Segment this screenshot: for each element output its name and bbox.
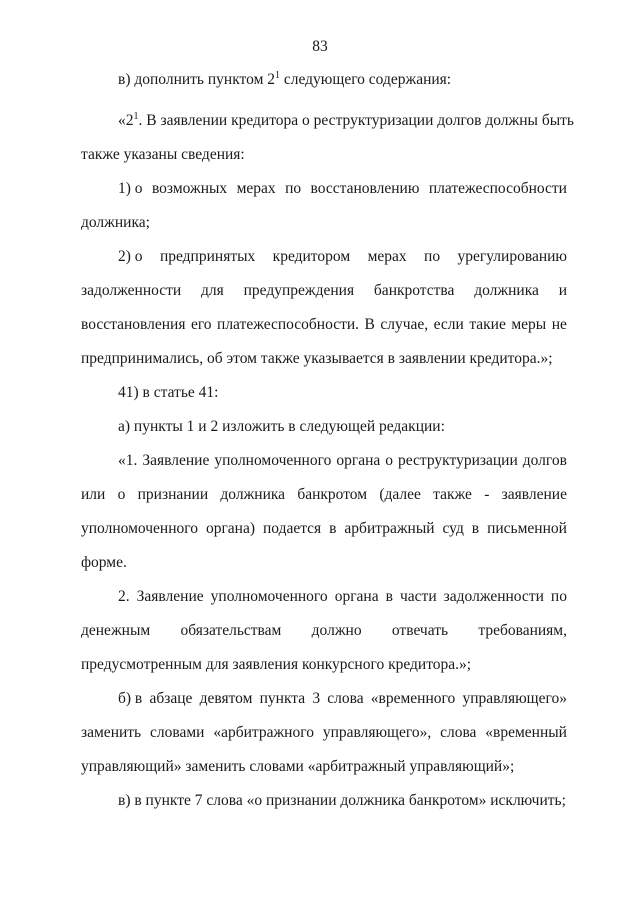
word: девятом xyxy=(199,690,253,707)
word: Заявление xyxy=(142,452,210,469)
word: задолженности xyxy=(443,588,544,605)
text-line: в) в пункте 7 слова «о признании должника банкротом» исключить; xyxy=(118,792,566,809)
text-line: а) пункты 1 и 2 изложить в следующей редакции: xyxy=(118,418,445,435)
justified-line xyxy=(81,444,567,478)
word: банкротства xyxy=(373,282,455,299)
word: возможных xyxy=(151,180,228,197)
word: не xyxy=(551,316,567,333)
word: банкротом xyxy=(297,486,368,503)
text-line xyxy=(81,63,567,97)
word: реструктуризации xyxy=(398,452,518,469)
word: письменной xyxy=(487,520,567,537)
word: управляющего» xyxy=(462,690,567,707)
word: предпринятых xyxy=(159,248,256,265)
word: такие xyxy=(469,316,506,333)
justified-line xyxy=(81,682,567,716)
text-span: следующего содержания: xyxy=(280,71,452,88)
justified-line xyxy=(81,308,567,342)
word: 2. xyxy=(118,588,130,605)
text-line: предпринимались, об этом также указывается в заявлении кредитора.»; xyxy=(81,350,553,367)
paragraph-point-41 xyxy=(81,376,567,410)
word: мерах xyxy=(236,180,276,197)
word: абзаце xyxy=(149,690,193,707)
word: «временного xyxy=(370,690,456,707)
superscript: 1 xyxy=(275,70,280,81)
word: «временный xyxy=(485,724,567,741)
paragraph-amendment-a xyxy=(81,410,567,444)
word: по xyxy=(424,248,441,265)
word: б) в xyxy=(118,690,143,707)
word: суд xyxy=(442,520,464,537)
word: управляющего», xyxy=(322,724,432,741)
justified-line xyxy=(81,614,567,648)
word: органа) xyxy=(205,520,256,537)
word: меры xyxy=(511,316,547,333)
justified-line xyxy=(81,580,567,614)
page-number: 83 xyxy=(312,38,328,55)
paragraph-new-point-2 xyxy=(81,580,567,682)
word: денежным xyxy=(81,622,151,639)
word: Заявление xyxy=(136,588,204,605)
word: платежеспособности xyxy=(428,180,567,197)
text-line: предусмотренным для заявления конкурсного кредитора.»; xyxy=(81,656,472,673)
word: по xyxy=(550,588,567,605)
word: также xyxy=(433,486,472,503)
word: мерах xyxy=(367,248,407,265)
word: о xyxy=(117,486,126,503)
word: его xyxy=(190,316,212,333)
text-span: «2 xyxy=(118,112,134,129)
word: уполномоченного xyxy=(81,520,198,537)
word: должника xyxy=(220,486,286,503)
word: отвечать xyxy=(391,622,449,639)
justified-line xyxy=(81,512,567,546)
superscript: 1 xyxy=(133,111,139,122)
word: долгов xyxy=(522,452,567,469)
word: уполномоченного xyxy=(210,588,328,605)
word: уполномоченного xyxy=(214,452,332,469)
paragraph-amendment-b xyxy=(81,682,567,784)
word: кредитором xyxy=(272,248,351,265)
word: по xyxy=(285,180,302,197)
paragraph-amendment-v xyxy=(81,63,567,97)
word: «арбитражного xyxy=(213,724,314,741)
word: словами xyxy=(149,724,205,741)
word: признании xyxy=(137,486,209,503)
word: подается xyxy=(262,520,322,537)
word: заменить xyxy=(81,724,142,741)
word: или xyxy=(81,486,106,503)
justified-line xyxy=(81,172,567,206)
word: обязательствам xyxy=(180,622,282,639)
text-line: должника; xyxy=(81,214,150,231)
justified-line xyxy=(81,716,567,750)
word: (далее xyxy=(379,486,421,503)
word: требованиям, xyxy=(478,622,567,639)
word: В xyxy=(364,316,375,333)
paragraph-point-2-1 xyxy=(81,104,574,172)
word: платежеспособности. xyxy=(217,316,360,333)
word: предупреждения xyxy=(243,282,355,299)
word: восстановления xyxy=(81,316,186,333)
word: в xyxy=(471,520,480,537)
word: если xyxy=(433,316,464,333)
word: арбитражный xyxy=(344,520,435,537)
paragraph-amendment-v2 xyxy=(81,784,567,818)
paragraph-new-point-1 xyxy=(81,444,567,580)
word: восстановлению xyxy=(310,180,420,197)
word: урегулированию xyxy=(457,248,567,265)
text-line: форме. xyxy=(81,554,127,571)
word: должно xyxy=(311,622,362,639)
word: слова xyxy=(327,690,364,707)
word: «1. xyxy=(118,452,138,469)
word: задолженности xyxy=(81,282,182,299)
word: случае, xyxy=(380,316,429,333)
word: органа xyxy=(336,452,381,469)
word: 3 xyxy=(312,690,321,707)
word: органа xyxy=(334,588,379,605)
word: части xyxy=(400,588,437,605)
word: - xyxy=(484,486,490,503)
word: о xyxy=(385,452,394,469)
word: должника xyxy=(474,282,539,299)
text-line: также указаны сведения: xyxy=(81,146,245,163)
word: 1) о xyxy=(118,180,143,197)
justified-line xyxy=(81,274,567,308)
text-line: 41) в статье 41: xyxy=(118,384,219,401)
text-line: управляющий» заменить словами «арбитражный управляющий»; xyxy=(81,758,515,775)
word: пункта xyxy=(259,690,306,707)
word: 2) о xyxy=(118,248,143,265)
word: слова xyxy=(440,724,477,741)
word: в xyxy=(329,520,337,537)
text-line xyxy=(81,104,574,138)
paragraph-item-2 xyxy=(81,240,567,376)
justified-line xyxy=(81,240,567,274)
paragraph-item-1 xyxy=(81,172,567,240)
text-span: в) дополнить пунктом 2 xyxy=(118,71,275,88)
text-span: . В заявлении кредитора о реструктуризации долгов должны быть xyxy=(138,112,574,129)
word: заявление xyxy=(501,486,567,503)
justified-line xyxy=(81,478,567,512)
word: для xyxy=(201,282,224,299)
word: и xyxy=(558,282,567,299)
word: в xyxy=(385,588,393,605)
